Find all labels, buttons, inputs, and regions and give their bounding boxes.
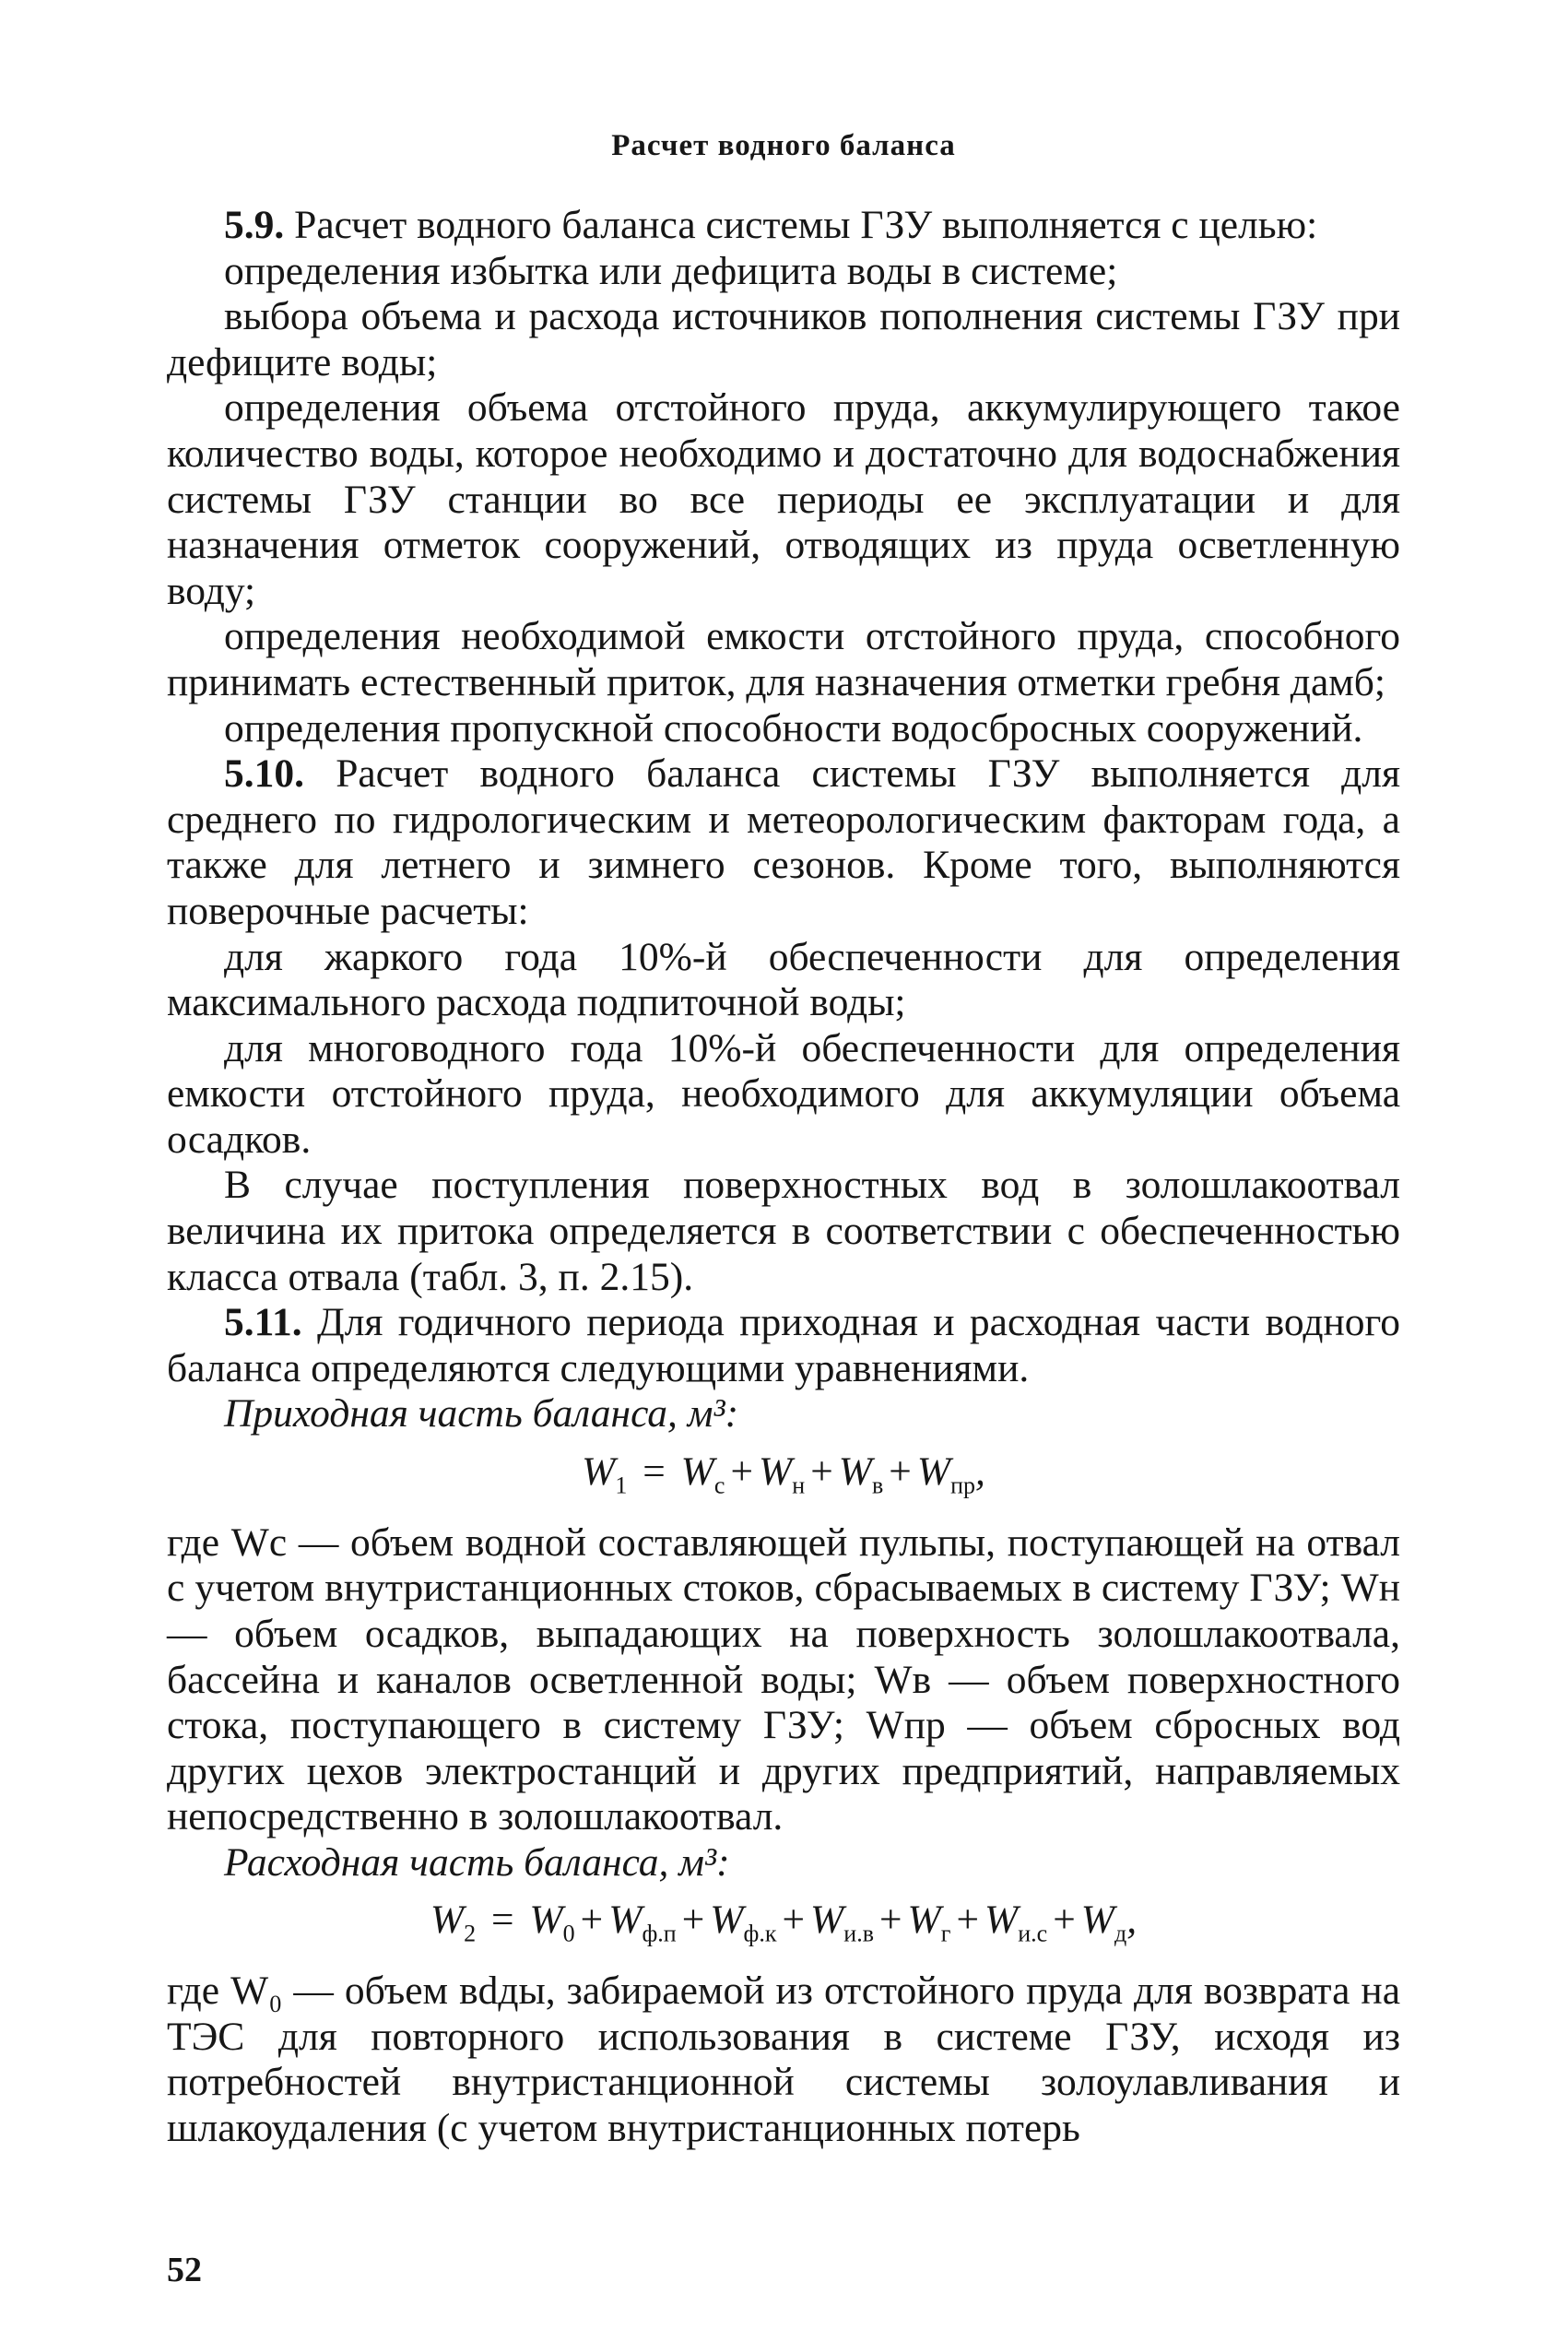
paragraph-text: Расчет водного баланса системы ГЗУ выполняется для среднего по гидрологическим и метеорологическим факторам года, а также для летнего и зимнего сезонов. Кроме того, выполняются поверочные расчеты: (167, 751, 1400, 933)
formula-term: W (1080, 1898, 1115, 1943)
formula-subscript: д (1114, 1921, 1127, 1948)
formula-income (167, 1443, 1400, 1515)
list-item: определения необходимой емкости отстойного пруда, способного принимать естественный приток, для назначения отметки гребня дамб; (167, 614, 1400, 704)
list-item: определения избытка или дефицита воды в системе; (224, 248, 1118, 293)
formula-term: W (916, 1449, 951, 1495)
formula-subscript: и.в (843, 1921, 874, 1948)
list-item: выбора объема и расхода источников пополнения системы ГЗУ при дефиците воды; (167, 294, 1400, 384)
formula-subscript: пр (950, 1472, 975, 1499)
formula-operator: + (879, 1898, 902, 1943)
formula-subscript: ф.п (642, 1921, 677, 1948)
formula-term: W (608, 1898, 643, 1943)
formula-term: W (710, 1898, 744, 1943)
clause-number: 5.10. (224, 751, 304, 797)
section-heading: Расчет водного баланса (611, 129, 956, 162)
formula-subscript: и.с (1018, 1921, 1048, 1948)
formula-subscript: 1 (615, 1472, 628, 1499)
formula-term: W (838, 1449, 872, 1495)
formula-subscript: с (713, 1472, 725, 1499)
page-number: 52 (167, 2251, 202, 2289)
formula-term: W (430, 1898, 465, 1943)
formula-operator: + (1053, 1898, 1076, 1943)
paragraph-text: Для годичного периода приходная и расходная части водного баланса определяются следующими уравнениями. (167, 1300, 1401, 1390)
formula-operator: + (681, 1898, 705, 1943)
income-label: Приходная часть баланса, м³: (224, 1391, 739, 1437)
expense-label: Расходная часть баланса, м³: (224, 1839, 730, 1885)
formula-term: W (582, 1449, 616, 1495)
formula-expense (167, 1891, 1400, 1963)
formula-subscript: 2 (464, 1921, 477, 1948)
formula-operator: = (490, 1898, 514, 1943)
formula-term: W (529, 1898, 563, 1943)
clause-number: 5.9. (224, 203, 285, 247)
formula-term: W (810, 1898, 844, 1943)
formula-operator: + (956, 1898, 980, 1943)
formula-punctuation: , (1126, 1898, 1138, 1943)
list-item: для жаркого года 10%-й обеспеченности для определения максимального расхода подпиточной воды; (167, 934, 1400, 1025)
paragraph-text: В случае поступления поверхностных вод в золошлакоотвал величина их притока определяется в соответствии с обеспеченностью класса отвала (табл. 3, п. 2.15). (167, 1163, 1400, 1299)
paragraph-5-9 (167, 203, 1400, 249)
page-body (167, 127, 1400, 2152)
formula-operator: + (782, 1898, 806, 1943)
formula-punctuation: , (974, 1449, 985, 1495)
clause-number: 5.11. (224, 1300, 302, 1345)
formula-operator: + (580, 1898, 604, 1943)
paragraph-5-11 (167, 1300, 1400, 1391)
formula-subscript: в (871, 1472, 884, 1499)
paragraph-5-10 (167, 751, 1400, 934)
formula-operator: + (730, 1449, 754, 1495)
paragraph-text: где Wс — объем водной составляющей пульпы, поступающей на отвал с учетом внутристанционных стоков, сбрасываемых в систему ГЗУ; Wн — объем осадков, выпадающих на поверхность золошлакоотвала, бассейна и каналов осветленной воды; Wв — объем поверхностного стока, поступающего в систему ГЗУ; Wпр — объем сбросных вод других цехов электростанций и других предприятий, направляемых непосредственно в золошлакоотвал. (167, 1519, 1400, 1839)
paragraph-text: Расчет водного баланса системы ГЗУ выполняется с целью: (294, 203, 1318, 247)
list-item: для многоводного года 10%-й обеспеченности для определения емкости отстойного пруда, необходимого для аккумуляции объема осадков. (167, 1025, 1400, 1162)
list-item: определения пропускной способности водосбросных сооружений. (224, 705, 1363, 751)
formula-subscript: г (940, 1921, 951, 1948)
formula-operator: = (643, 1449, 666, 1495)
formula-subscript: 0 (562, 1921, 575, 1948)
formula-term: W (907, 1898, 941, 1943)
formula-subscript: н (792, 1472, 806, 1499)
formula-subscript: ф.к (743, 1921, 777, 1948)
formula-operator: + (889, 1449, 912, 1495)
paragraph-text: где W₀ — объем вdды, забираемой из отстойного пруда для возврата на ТЭС для повторного использования в системе ГЗУ, исходя из потребностей внутристанционной системы золоулавливания и шлакоудаления (с учетом внутристанционных потерь (167, 1969, 1400, 2150)
formula-term: W (984, 1898, 1019, 1943)
formula-term: W (759, 1449, 793, 1495)
formula-operator: + (810, 1449, 833, 1495)
formula-term: W (680, 1449, 714, 1495)
list-item: определения объема отстойного пруда, аккумулирующего такое количество воды, которое необходимо и достаточно для водоснабжения системы ГЗУ станции во все периоды ее эксплуатации и для назначения отметок сооружений, отводящих из пруда осветленную воду; (167, 385, 1400, 613)
